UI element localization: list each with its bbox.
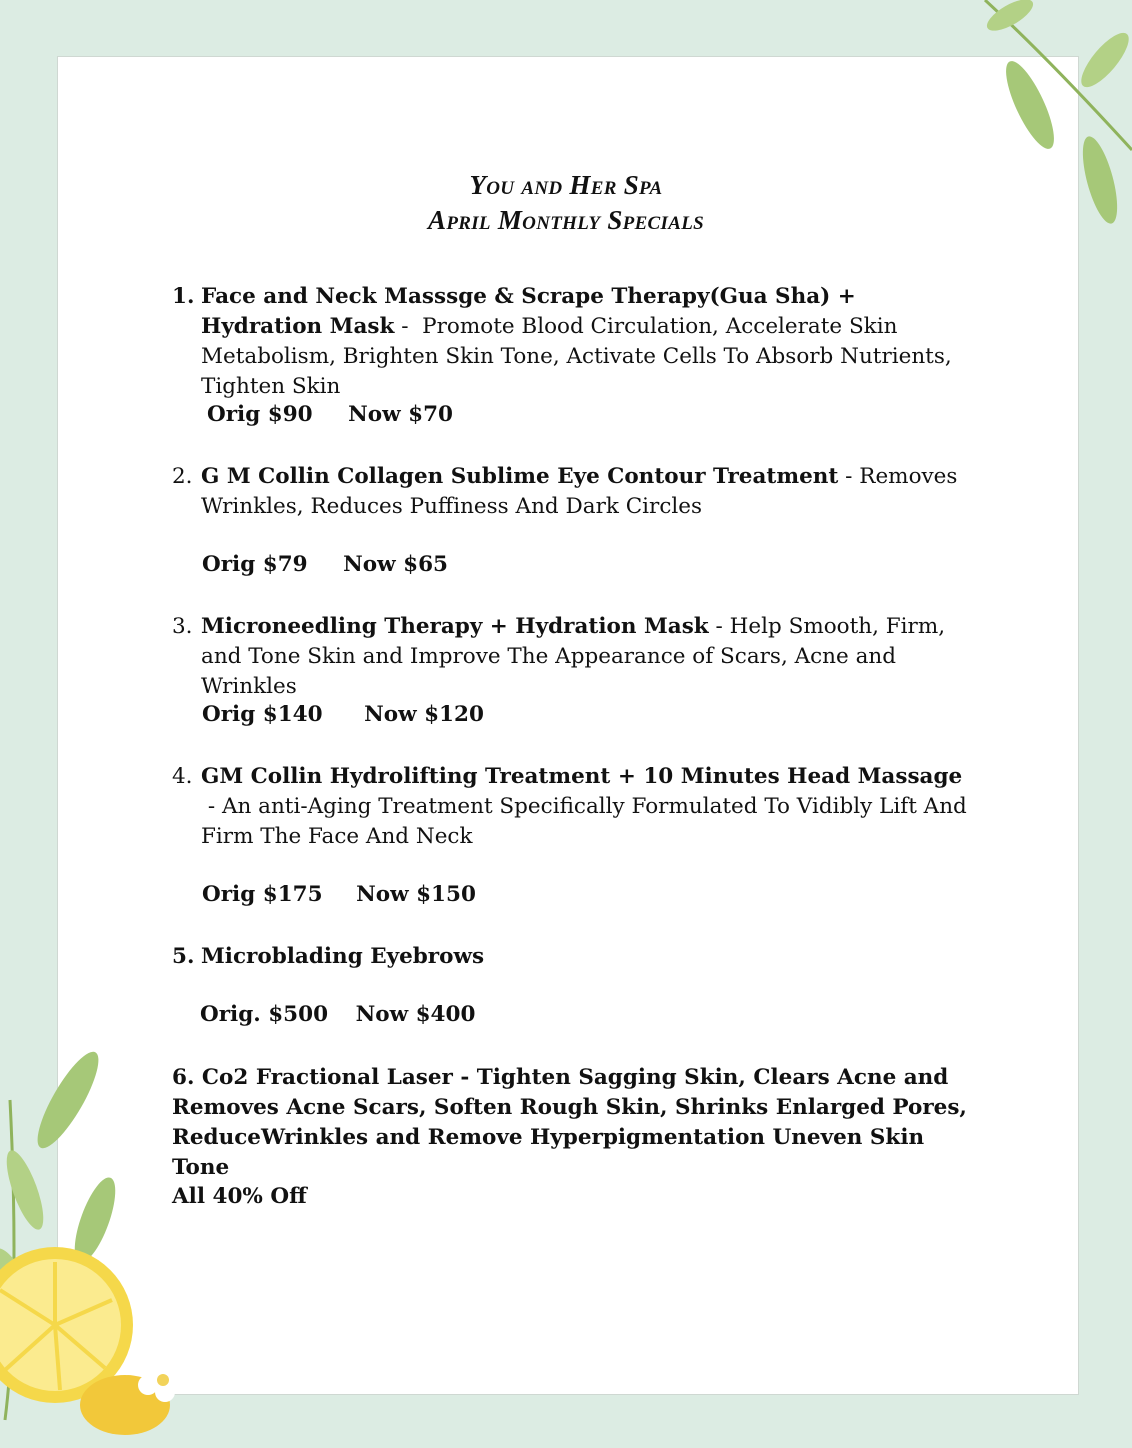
treatment-description: Help Smooth, Firm, and Tone Skin and Improve The Appearance of Scars, Acne and Wrinkles — [201, 614, 946, 699]
spa-name: You and Her Spa — [469, 170, 663, 200]
treatment-name: Microblading Eyebrows — [201, 944, 485, 969]
separator: - — [201, 794, 222, 819]
price-row-2 — [202, 552, 448, 577]
now-price: Now $70 — [348, 402, 453, 427]
orig-price: Orig $90 — [207, 402, 313, 427]
treatment-name: GM Collin Hydrolifting Treatment + 10 Minutes Head Massage — [201, 764, 963, 789]
separator: - — [708, 614, 730, 639]
item-number: 1. — [172, 284, 195, 309]
price-row-3 — [202, 702, 484, 727]
orig-price: Orig $79 — [202, 552, 308, 577]
special-6-offer: All 40% Off — [172, 1184, 307, 1209]
treatment-description: Promote Blood Circulation, Accelerate Skin Metabolism, Brighten Skin Tone, Activate Cells To Absorb Nutrients, Tighten Skin — [201, 314, 952, 399]
separator: - — [394, 314, 423, 339]
item-number: 3. — [172, 614, 193, 639]
item-number: 4. — [172, 764, 193, 789]
special-item-1 — [172, 282, 972, 402]
price-row-1 — [207, 402, 453, 427]
special-item-2 — [172, 462, 972, 522]
now-price: Now $120 — [364, 702, 484, 727]
now-price: Now $150 — [356, 882, 476, 907]
treatment-description: Removes Wrinkles, Reduces Puffiness And Dark Circles — [201, 464, 958, 519]
price-row-4 — [202, 882, 476, 907]
treatment-name: Face and Neck Masssge & Scrape Therapy(Gua Sha) + Hydration Mask — [201, 284, 856, 339]
special-item-3 — [172, 612, 972, 702]
page-title: April Monthly Specials — [428, 205, 704, 235]
item-number: 5. — [172, 944, 195, 969]
special-item-4 — [172, 762, 972, 852]
orig-price: Orig $140 — [202, 702, 323, 727]
separator: - — [838, 464, 860, 489]
treatment-name: Microneedling Therapy + Hydration Mask — [201, 614, 709, 639]
price-row-5 — [200, 1002, 475, 1027]
treatment-name: G M Collin Collagen Sublime Eye Contour Treatment — [201, 464, 839, 489]
item-number: 2. — [172, 464, 193, 489]
now-price: Now $65 — [343, 552, 448, 577]
special-item-6: 6. Co2 Fractional Laser - Tighten Sagging Skin, Clears Acne and Removes Acne Scars, Soften Rough Skin, Shrinks Enlarged Pores, ReduceWrinkles and Remove Hyperpigmentation Uneven Skin Tone — [172, 1065, 967, 1180]
orig-price: Orig $175 — [202, 882, 323, 907]
special-item-5 — [172, 942, 972, 972]
now-price: Now $400 — [355, 1002, 476, 1027]
treatment-description: An anti-Aging Treatment Specifically Formulated To Vidibly Lift And Firm The Face And Neck — [201, 794, 967, 849]
orig-price: Orig. $500 — [200, 1002, 329, 1027]
